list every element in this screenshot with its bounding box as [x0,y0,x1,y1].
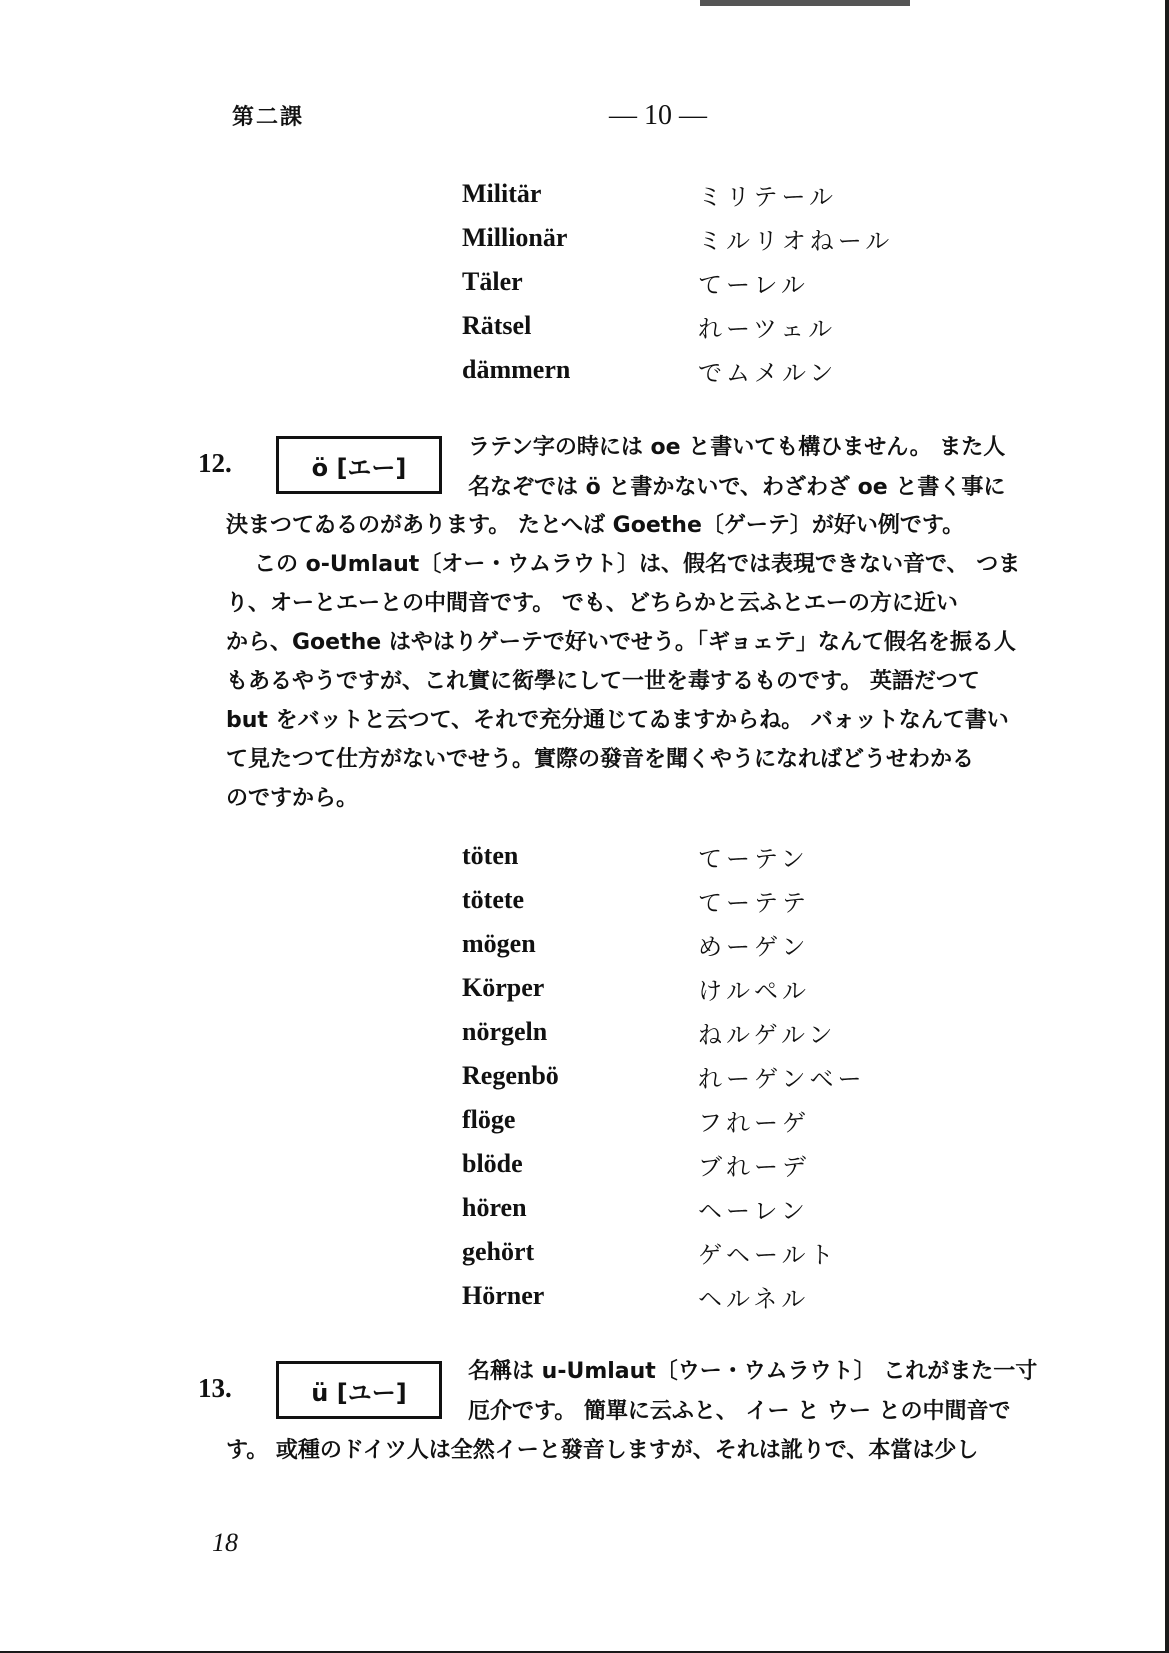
vocab-german: hören [462,1193,527,1222]
vocab-kana: ヘーレン [698,1196,809,1225]
vocab-german: nörgeln [462,1017,548,1046]
vocab-list-top [462,172,893,392]
vocab-row [462,1274,866,1318]
vocab-german: Hörner [462,1281,545,1310]
vocab-kana: めーゲン [698,932,810,961]
vocab-row [462,1186,866,1230]
vocab-kana: れーツェル [698,314,837,343]
symbol-box-u-umlaut: ü [ユー] [276,1361,442,1419]
vocab-kana: れーゲンベー [698,1064,866,1093]
vocab-row [462,216,893,260]
vocab-kana: てーテン [698,844,809,873]
vocab-row [462,304,893,348]
vocab-kana: ねルゲルン [698,1020,837,1049]
vocab-kana: でムメルン [698,358,838,387]
vocab-row [462,878,866,922]
paragraph-line: 名稱は u-Umlaut〔ウー・ウムラウト〕 これがまた一寸 [468,1359,1038,1384]
vocab-german: Regenbö [462,1061,559,1090]
vocab-row [462,348,893,392]
vocab-kana: ミリテール [698,182,838,211]
vocab-german: tötete [462,885,525,914]
vocab-row [462,172,893,216]
vocab-row [462,1098,866,1142]
paragraph-line: もあるやうですが、これ實に衒學にして一世を毒するものです。 英語だつて [226,669,980,694]
vocab-german: dämmern [462,355,571,384]
scan-artifact [700,0,910,6]
vocab-german: töten [462,841,519,870]
vocab-german: blöde [462,1149,523,1178]
vocab-row [462,1010,866,1054]
scan-edge-right [1165,0,1169,1653]
vocab-kana: ゲヘールト [698,1240,838,1269]
vocab-german: Rätsel [462,311,532,340]
vocab-german: Täler [462,267,523,296]
paragraph-line: す。 或種のドイツ人は全然イーと發音しますが、それは訛りで、本當は少し [226,1438,979,1463]
paragraph-line: 名なぞでは ö と書かないで、わざわざ oe と書く事に [468,475,1006,500]
vocab-row [462,1054,866,1098]
vocab-german: Millionär [462,223,568,252]
paragraph-line: 厄介です。 簡單に云ふと、 イー と ウー との中間音で [468,1399,1011,1424]
vocab-german: Militär [462,179,542,208]
vocab-kana: ミルリオねール [698,226,894,255]
paragraph-line: この o-Umlaut〔オー・ウムラウト〕は、假名では表現できない音で、 つま [254,552,1021,577]
paragraph-line: のですから。 [226,786,359,811]
vocab-row [462,260,893,304]
vocab-kana: ブれーデ [698,1152,810,1181]
chapter-label: 第二課 [232,105,305,130]
paragraph-line: 決まつてゐるのがあります。 たとへば Goethe〔ゲーテ〕が好い例です。 [226,513,965,538]
vocab-row [462,966,866,1010]
vocab-kana: てーテテ [698,888,810,917]
vocab-kana: てーレル [698,270,809,299]
vocab-german: gehört [462,1237,535,1266]
vocab-kana: フれーゲ [698,1108,810,1137]
vocab-row [462,1230,866,1274]
vocab-row [462,922,866,966]
paragraph-line: から、Goethe はやはりゲーテで好いでせう。「ギョェテ」なんて假名を振る人 [226,630,1016,655]
paragraph-line: ラテン字の時には oe と書いても構ひません。 また人 [468,435,1006,460]
vocab-row [462,1142,866,1186]
page-number: — 10 — [609,100,707,131]
paragraph-line: て見たつて仕方がないでせう。實際の發音を聞くやうになればどうせわかる [226,747,975,772]
vocab-german: flöge [462,1105,516,1134]
paragraph-line: but をバットと云つて、それで充分通じてゐますからね。 バォットなんて書い [226,708,1009,733]
vocab-list-middle [462,834,866,1318]
vocab-kana: けルペル [698,976,810,1005]
vocab-german: Körper [462,973,545,1002]
vocab-german: mögen [462,929,536,958]
vocab-row [462,834,866,878]
symbol-box-o-umlaut: ö [エー] [276,436,442,494]
folio-page-number: 18 [212,1528,238,1557]
paragraph-line: り、オーとエーとの中間音です。 でも、どちらかと云ふとエーの方に近い [226,591,958,616]
section-number-13: 13. [198,1373,232,1403]
vocab-kana: ヘルネル [698,1284,810,1313]
section-number-12: 12. [198,448,232,478]
